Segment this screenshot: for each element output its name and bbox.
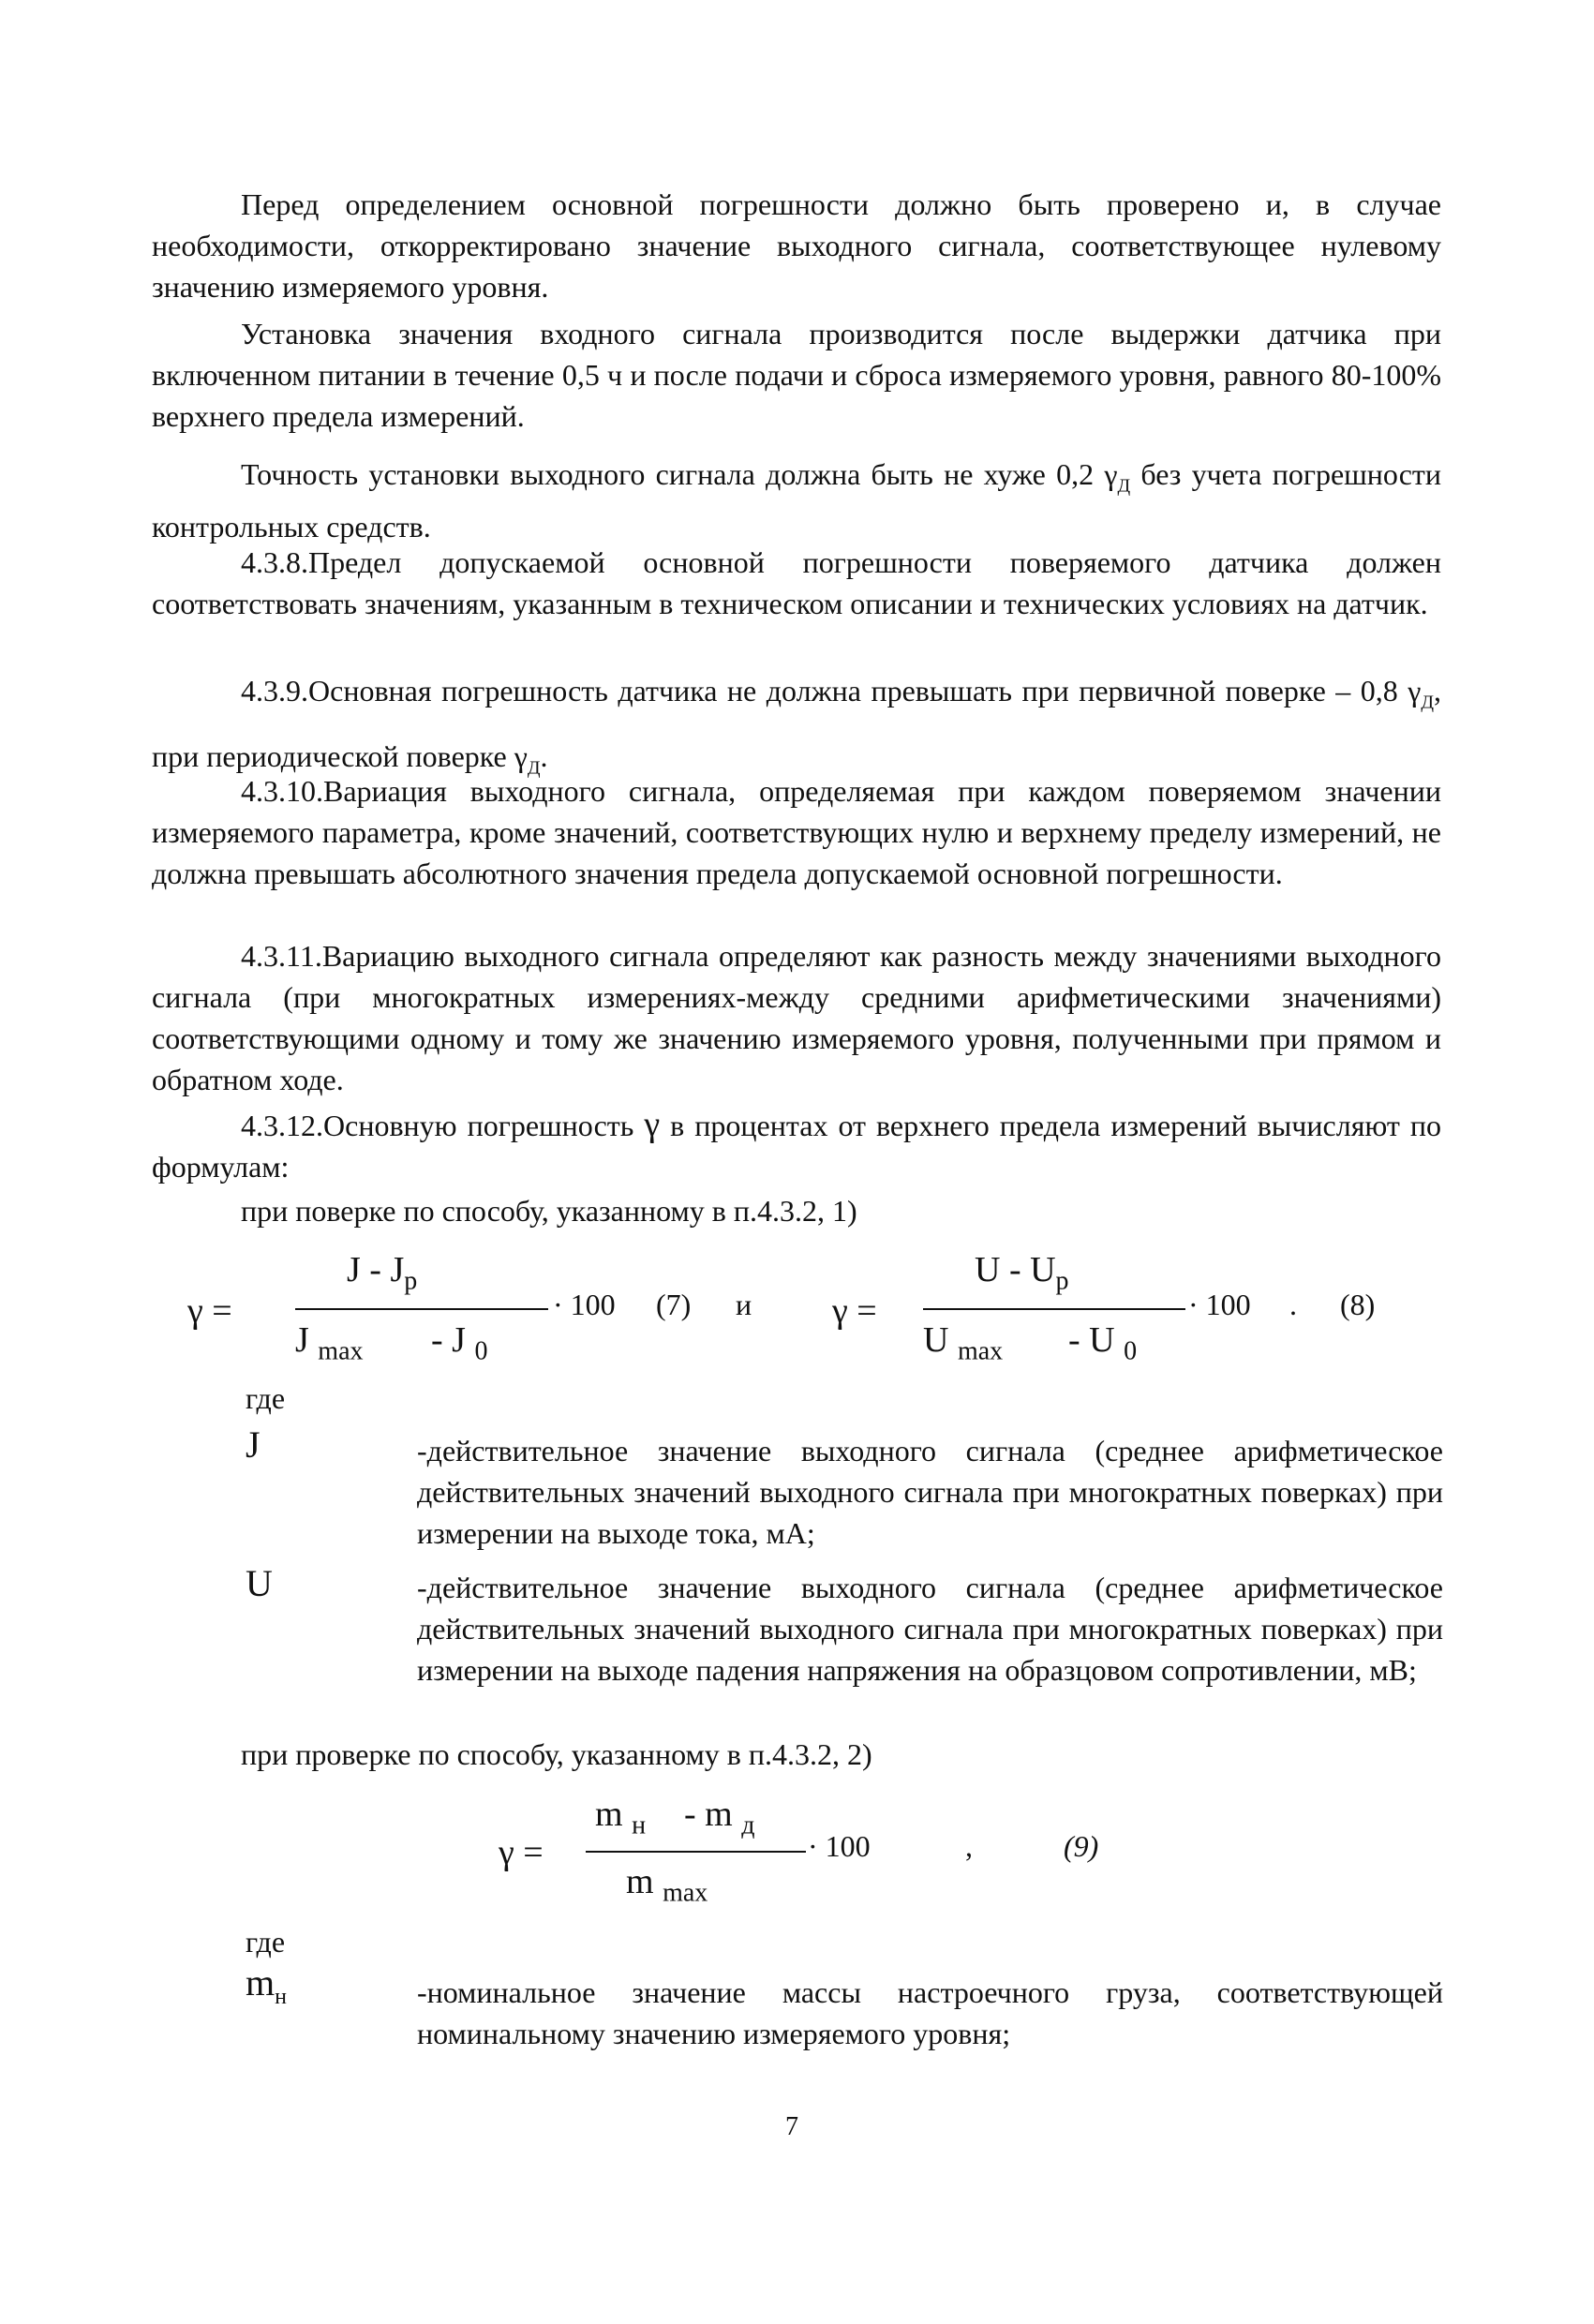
gamma-d-symbol: $\gamma_Д$ <box>514 739 541 779</box>
formula-7-fraction-bar <box>295 1308 548 1310</box>
paragraph-6: 4.3.10.Вариация выходного сигнала, определяемая при каждом поверяемом значении измеряемого параметра, кроме значений, соответствующих нулю и верхнему пределу измерений, не должна превышать абсолютного значения предела допускаемой основной погрешности. <box>152 774 1441 890</box>
definition-m-n: -номинальное значение массы настроечного груза, соответствующей номинальному значению измеряемого уровня; <box>417 1975 1443 2050</box>
paragraph-9: при поверке по способу, указанному в п.4.3.2, 1) <box>241 1194 857 1228</box>
definition-J: -действительное значение выходного сигнала (среднее арифметическое действительных значений выходного сигнала при многократных поверках) при измерении на выходе тока, мА; <box>417 1434 1443 1550</box>
paragraph-2: Установка значения входного сигнала производится после выдержки датчика при включенном питании в течение 0,5 ч и после подачи и сброса измеряемого уровня, равного 80-100% верхнего предела измерений. <box>152 317 1441 433</box>
gamma-d-symbol: $\gamma_Д$ <box>1408 674 1435 713</box>
formula-7-denominator-b: - J $_0$ <box>431 1320 488 1366</box>
formula-7-denominator-a: J $_{max}$ <box>295 1320 364 1366</box>
formula-9-multiplier: · 100 <box>808 1829 871 1863</box>
formula-9-numerator-b: - m $_д$ <box>684 1795 755 1840</box>
formula-9-label: (9) <box>1064 1829 1099 1863</box>
where-label-2: где <box>246 1925 286 1959</box>
formula-8-fraction-bar <box>923 1308 1185 1310</box>
symbol-J: J <box>246 1423 261 1466</box>
formula-7-numerator: J - $J_p$ <box>347 1250 418 1296</box>
formula-7-multiplier: · 100 <box>553 1288 616 1321</box>
formula-7-label: (7) <box>656 1288 692 1321</box>
formula-9-denominator: m $_{max}$ <box>626 1862 708 1908</box>
formula-7-lhs: γ = <box>187 1291 232 1331</box>
paragraph-4: 4.3.8.Предел допускаемой основной погрешности поверяемого датчика должен соответствовать значениям, указанным в техническом описании и технических условиях на датчик. <box>152 545 1441 620</box>
symbol-m-n: $m_н$ <box>246 1961 287 2009</box>
paragraph-3: Точность установки выходного сигнала должна быть не хуже 0,2 $\gamma_Д$ без учета погрешности контрольных средств. <box>152 457 1442 544</box>
paragraph-8: 4.3.12.Основную погрешность γ в процентах от верхнего предела измерений вычисляют по формулам: <box>152 1105 1441 1184</box>
formula-8-numerator: U - $U_p$ <box>975 1250 1069 1296</box>
formula-8-denominator-b: - U $_0$ <box>1068 1320 1138 1366</box>
formula-conjunction: и <box>736 1288 752 1321</box>
where-label-1: где <box>246 1381 286 1415</box>
formula-9-numerator-a: m $_н$ <box>595 1795 647 1840</box>
formula-8-lhs: γ = <box>832 1291 877 1331</box>
paragraph-5: 4.3.9.Основная погрешность датчика не должна превышать при первичной поверке – 0,8 $\gamma_Д$, при периодической поверке $\gamma_Д$. <box>152 674 1442 779</box>
definition-U: -действительное значение выходного сигнала (среднее арифметическое действительных значений выходного сигнала при многократных поверках) при измерении на выходе падения напряжения на образцовом сопротивлении, мВ; <box>417 1571 1443 1687</box>
paragraph-1: Перед определением основной погрешности должно быть проверено и, в случае необходимости, откорректировано значение выходного сигнала, соответствующее нулевому значению измеряемого уровня. <box>152 187 1441 304</box>
formula-8-punct: . <box>1289 1288 1297 1321</box>
page-number: 7 <box>785 2112 798 2141</box>
gamma-d-symbol: $\gamma_Д$ <box>1104 457 1131 497</box>
formula-8-label: (8) <box>1340 1288 1376 1321</box>
formula-9-lhs: γ = <box>499 1833 544 1872</box>
formula-9-fraction-bar <box>586 1851 806 1853</box>
paragraph-10: при проверке по способу, указанному в п.4.3.2, 2) <box>241 1737 872 1771</box>
formula-8-multiplier: · 100 <box>1188 1288 1251 1321</box>
paragraph-7: 4.3.11.Вариацию выходного сигнала определяют как разность между значениями выходного сигнала (при многократных измерениях-между средними арифметическими значениями) соответствующими одному и тому же значению измеряемого уровня, полученными при прямом и обратном ходе. <box>152 939 1441 1096</box>
formula-8-denominator-a: U $_{max}$ <box>923 1320 1004 1366</box>
gamma-symbol: γ <box>644 1105 661 1144</box>
formula-9-punct: , <box>965 1829 973 1863</box>
symbol-U: U <box>246 1562 273 1604</box>
